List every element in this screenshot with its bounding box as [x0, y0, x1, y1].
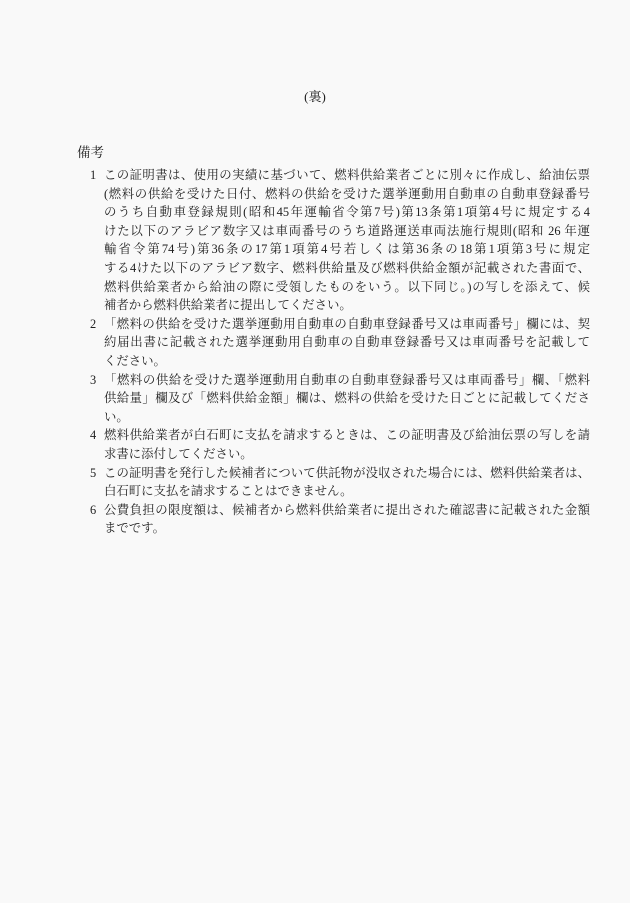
note-item — [90, 464, 590, 501]
note-line: 補者から燃料供給業者に提出してください。 — [104, 298, 352, 313]
note-number: 1 — [90, 168, 97, 182]
note-line: い。 — [104, 409, 129, 424]
note-line: 供給量」欄及び「燃料供給金額」欄は、燃料の供給を受けた日ごとに記載してくださ — [104, 391, 590, 406]
note-line: 2 「燃料の供給を受けた選挙運動用自動車の自動車登録番号又は車両番号」欄には、契 — [104, 315, 590, 334]
notes-section-title: 備考 — [77, 145, 104, 160]
note-line: 3 「燃料の供給を受けた選挙運動用自動車の自動車登録番号又は車両番号」欄、「燃料 — [104, 371, 590, 390]
note-line: 輸省令第74号)第36条の17第1項第4号若しくは第36条の18第1項第3号に規定 — [104, 242, 590, 257]
page-side-label: (裏) — [304, 89, 326, 104]
note-number: 2 — [90, 316, 97, 331]
note-line: 約届出書に記載された選挙運動用自動車の自動車登録番号又は車両番号を記載して — [104, 335, 590, 350]
note-line: 5 この証明書を発行した候補者について供託物が没収された場合には、燃料供給業者は、 — [104, 464, 590, 483]
note-line: のうち自動車登録規則(昭和45年運輸省令第7号)第13条第1項第4号に規定する4 — [104, 205, 590, 220]
note-line: 6 公費負担の限度額は、候補者から燃料供給業者に提出された確認書に記載された金額 — [104, 501, 590, 520]
note-item — [90, 371, 590, 427]
note-item — [90, 501, 590, 538]
note-line: 燃料供給業者から給油の際に受領したものをいう。以下同じ。)の写しを添えて、候 — [104, 279, 590, 294]
note-line: 求書に添付してください。 — [104, 446, 253, 461]
note-line: ください。 — [104, 353, 166, 368]
note-item — [90, 166, 590, 315]
note-line: までです。 — [104, 521, 165, 536]
note-number: 5 — [90, 465, 97, 480]
note-line: 1 この証明書は、使用の実績に基づいて、燃料供給業者ごとに別々に作成し、給油伝票 — [104, 166, 590, 185]
note-number: 6 — [90, 502, 97, 517]
note-line: けた以下のアラビア数字又は車両番号のうち道路運送車両法施行規則(昭和 26 年運 — [104, 223, 590, 238]
notes-list — [90, 166, 590, 538]
note-line: する4けた以下のアラビア数字、燃料供給量及び燃料供給金額が記載された書面で、 — [104, 260, 590, 275]
note-line: (燃料の供給を受けた日付、燃料の供給を受けた選挙運動用自動車の自動車登録番号 — [104, 186, 590, 201]
note-number: 3 — [90, 372, 97, 387]
note-item — [90, 426, 590, 463]
note-line: 白石町に支払を請求することはできません。 — [104, 484, 353, 499]
note-item — [90, 315, 590, 371]
note-number: 4 — [90, 428, 97, 443]
note-line: 4 燃料供給業者が白石町に支払を請求するときは、この証明書及び給油伝票の写しを請 — [104, 426, 590, 445]
